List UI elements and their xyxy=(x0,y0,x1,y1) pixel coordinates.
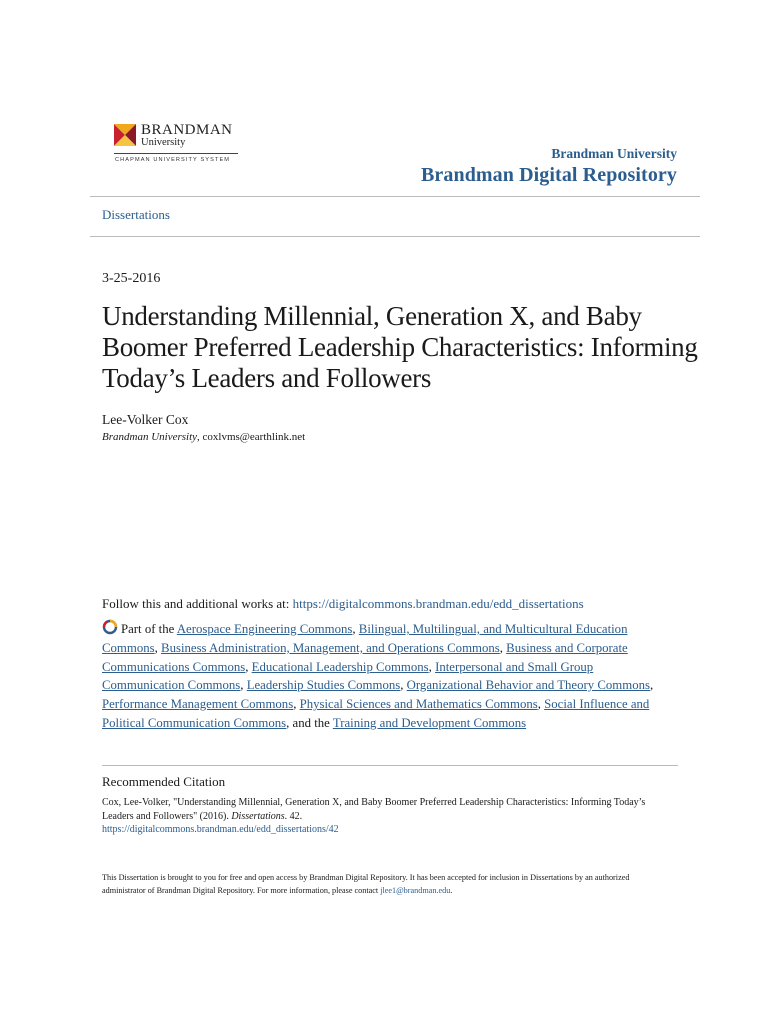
follow-line xyxy=(102,596,584,612)
commons-link[interactable]: Organizational Behavior and Theory Commons xyxy=(406,678,650,693)
commons-separator: , xyxy=(428,659,436,674)
affiliation-contact: , coxlvms@earthlink.net xyxy=(197,431,306,443)
repository-university[interactable]: Brandman University xyxy=(551,146,677,161)
repository-heading xyxy=(421,146,677,188)
access-notice xyxy=(102,872,668,897)
commons-separator: , xyxy=(499,640,507,655)
publication-date: 3-25-2016 xyxy=(102,271,161,286)
repository-name[interactable]: Brandman Digital Repository xyxy=(420,164,677,186)
citation-divider xyxy=(102,765,678,766)
citation-text-after: . 42. xyxy=(284,810,303,822)
commons-link[interactable]: Social Influence and Political Communication Commons xyxy=(102,697,650,730)
header-divider-top xyxy=(90,196,700,197)
logo-divider xyxy=(114,153,238,154)
commons-separator: , xyxy=(154,640,162,655)
citation-series: Dissertations xyxy=(231,810,285,822)
recommended-citation-heading: Recommended Citation xyxy=(102,774,226,789)
commons-link[interactable]: Aerospace Engineering Commons xyxy=(176,622,353,636)
commons-separator: , xyxy=(293,697,300,712)
commons-separator: , xyxy=(537,697,545,712)
commons-separator: , xyxy=(649,678,654,693)
header-divider-bottom xyxy=(90,236,700,237)
commons-link[interactable]: Performance Management Commons xyxy=(102,697,294,712)
commons-list xyxy=(102,619,662,733)
logo-wordmark: BRANDMAN xyxy=(141,122,233,138)
brandman-logo-mark-icon xyxy=(114,124,136,146)
citation-text xyxy=(102,796,662,837)
series-link[interactable]: Dissertations xyxy=(102,207,170,222)
notice-text: This Dissertation is brought to you for free and open access by Brandman Digital Repository. It has been accepted for inclusion in Dissertations by an authorized administrator of Brandman Digital Repository. For more information, please contact xyxy=(102,873,630,895)
commons-link[interactable]: Training and Development Commons xyxy=(332,715,527,730)
commons-intro: Part of the xyxy=(121,622,177,636)
commons-links xyxy=(102,622,653,730)
commons-separator: , xyxy=(245,659,252,674)
commons-link[interactable]: Leadership Studies Commons xyxy=(246,678,401,693)
logo-subtitle: University xyxy=(141,137,186,148)
follow-label: Follow this and additional works at: xyxy=(102,596,293,611)
author-name: Lee-Volker Cox xyxy=(102,412,189,427)
citation-text-before: Cox, Lee-Volker, "Understanding Millennial, Generation X, and Baby Boomer Preferred Leadership Characteristics: Informing Today’s Leaders and Followers" (2016). xyxy=(102,797,646,822)
document-title: Understanding Millennial, Generation X, and Baby Boomer Preferred Leadership Characteristics: Informing Today’s Leaders and Followers xyxy=(102,301,698,393)
citation-url-link[interactable]: https://digitalcommons.brandman.edu/edd_dissertations/42 xyxy=(102,824,339,835)
commons-link[interactable]: Educational Leadership Commons xyxy=(251,659,429,674)
logo-system-text: CHAPMAN UNIVERSITY SYSTEM xyxy=(115,157,231,163)
contact-email-link[interactable]: jlee1@brandman.edu xyxy=(380,885,451,895)
commons-link[interactable]: Physical Sciences and Mathematics Commons xyxy=(299,697,538,712)
commons-link[interactable]: Business Administration, Management, and Operations Commons xyxy=(161,640,500,655)
affiliation-institution: Brandman University xyxy=(102,431,198,443)
commons-link[interactable]: Bilingual, Multilingual, and Multicultural Education Commons xyxy=(102,622,628,655)
commons-separator: , xyxy=(400,678,407,693)
author-affiliation xyxy=(102,431,305,443)
commons-link[interactable]: Business and Corporate Communications Commons xyxy=(102,640,628,674)
follow-url-link[interactable]: https://digitalcommons.brandman.edu/edd_dissertations xyxy=(292,596,584,611)
commons-separator: , and the xyxy=(286,715,333,730)
digital-commons-network-icon xyxy=(102,619,118,635)
notice-end: . xyxy=(450,885,453,895)
commons-separator: , xyxy=(352,622,359,636)
commons-link[interactable]: Interpersonal and Small Group Communication Commons xyxy=(102,659,594,693)
brandman-logo[interactable] xyxy=(114,122,254,170)
commons-separator: , xyxy=(240,678,247,693)
